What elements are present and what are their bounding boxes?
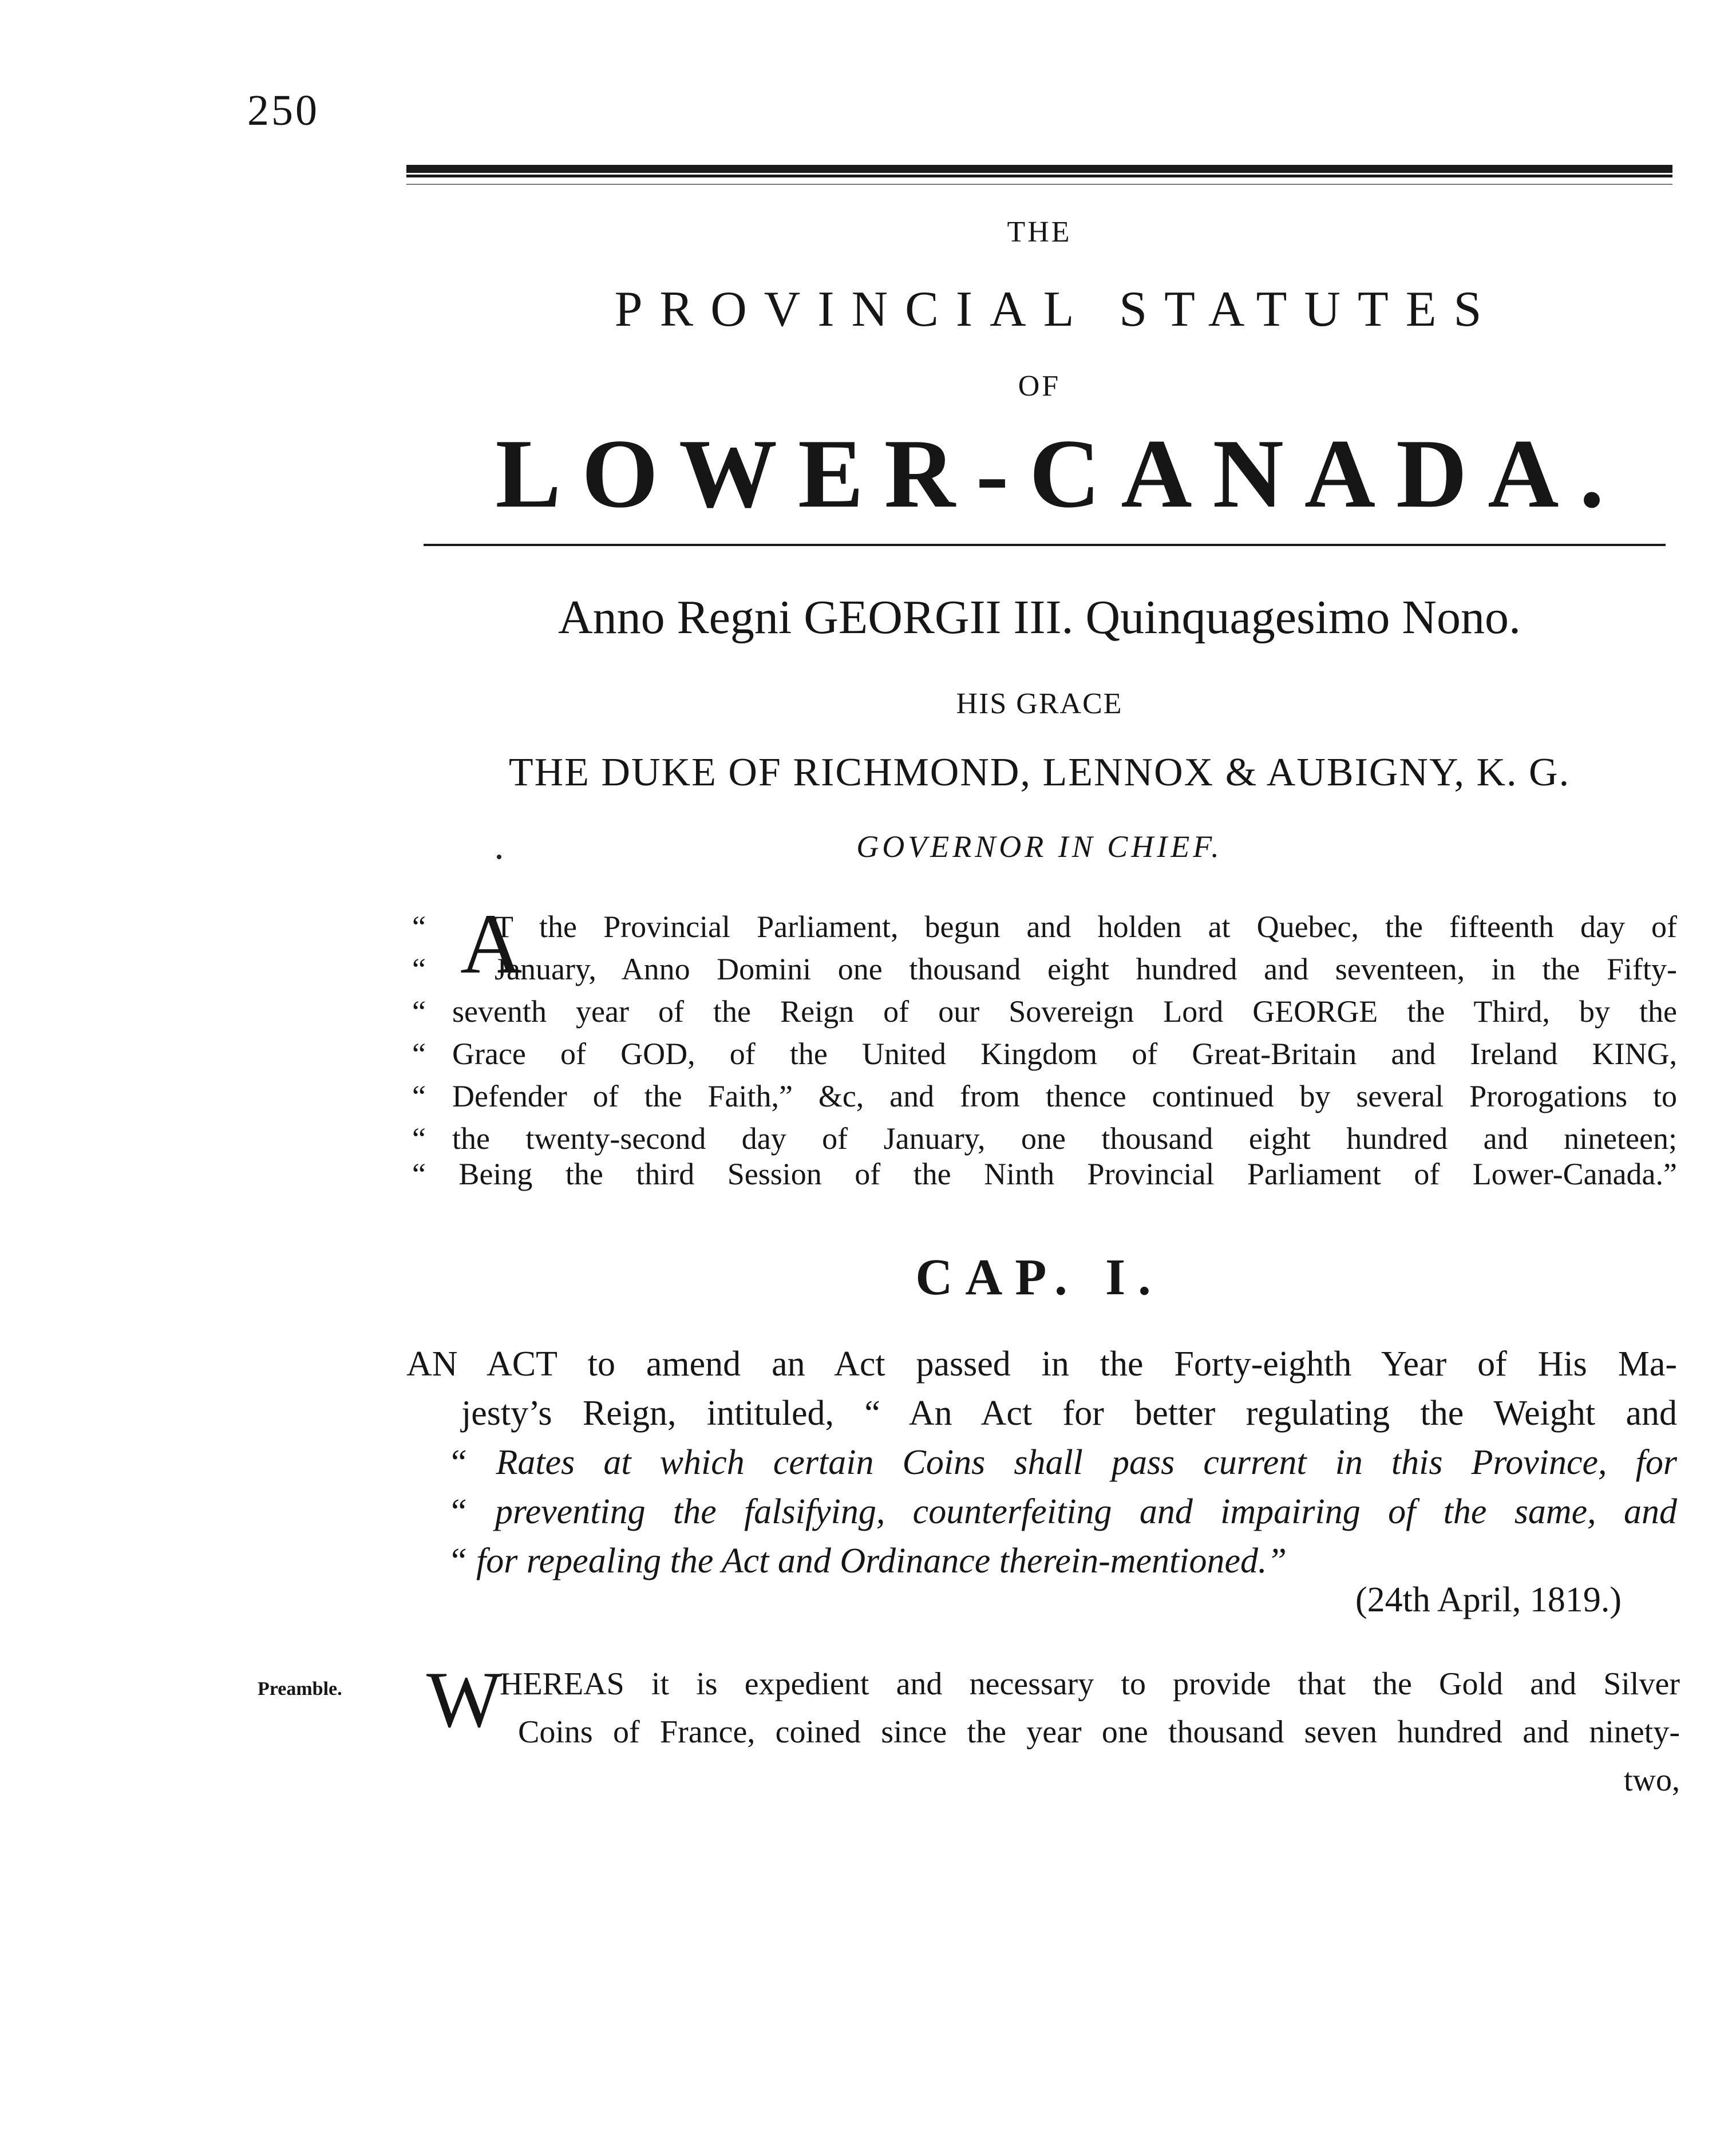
line-text: January, Anno Domini one thousand eight hundred and seventeen, in the Fifty- (495, 952, 1677, 986)
act-date: (24th April, 1819.) (1355, 1580, 1622, 1619)
line-text: T the Provincial Parliament, begun and holden at Quebec, the fifteenth day of (495, 910, 1677, 944)
paragraph-line (412, 948, 1677, 990)
header-rule-thick (406, 165, 1672, 177)
act-title-line: AN ACT to amend an Act passed in the Forty-eighth Year of His Ma- (406, 1345, 1677, 1384)
his-grace: HIS GRACE (956, 687, 1123, 720)
line-text: seventh year of the Reign of our Sovereign Lord GEORGE the Third, by the (452, 994, 1677, 1029)
title-provincial-statutes: PROVINCIAL STATUTES (614, 282, 1499, 337)
line-text: the twenty-second day of January, one thousand eight hundred and nineteen; (452, 1121, 1677, 1156)
drop-cap-a: A (460, 896, 523, 991)
margin-note-preamble: Preamble. (258, 1678, 342, 1700)
paragraph-line (412, 1033, 1677, 1075)
paragraph-line (412, 990, 1677, 1033)
whereas-line: two, (1624, 1762, 1680, 1798)
parliament-paragraph (412, 896, 1677, 1160)
paragraph-line (412, 1075, 1677, 1117)
paragraph-line (412, 1117, 1677, 1160)
whereas-line: HEREAS it is expedient and necessary to provide that the Gold and Silver (500, 1666, 1680, 1702)
quote-mark: “ (412, 1037, 426, 1071)
quote-mark: “ (412, 994, 426, 1029)
chapter-heading: CAP. I. (915, 1249, 1164, 1306)
line-text: Defender of the Faith,” &c, and from thence continued by several Prorogations to (452, 1079, 1677, 1113)
act-title-line: “ preventing the falsifying, counterfeiting and impairing of the same, and (448, 1492, 1677, 1531)
act-title-line: jesty’s Reign, intituled, “ An Act for better regulating the Weight and (461, 1394, 1677, 1433)
act-title (406, 1339, 1677, 1586)
session-line: “ Being the third Session of the Ninth Provincial Parliament of Lower-Canada.” (412, 1157, 1677, 1191)
quote-mark: “ (412, 1079, 426, 1113)
title-of: OF (1018, 370, 1061, 402)
header-rule-thin (406, 184, 1672, 185)
whereas-line: Coins of France, coined since the year one thousand seven hundred and ninety- (518, 1714, 1680, 1750)
stray-dot (497, 855, 501, 859)
title-province: LOWER-CANADA. (495, 420, 1625, 528)
act-title-line: “ for repealing the Act and Ordinance therein-mentioned.” (448, 1542, 1287, 1580)
act-title-line: “ Rates at which certain Coins shall pass current in this Province, for (448, 1443, 1677, 1482)
page-number: 250 (247, 86, 319, 135)
paragraph-line (412, 906, 1677, 948)
line-text: Grace of GOD, of the United Kingdom of Great-Britain and Ireland KING, (452, 1037, 1677, 1071)
title-divider-rule (424, 544, 1666, 546)
governor-title: GOVERNOR IN CHIEF. (856, 829, 1223, 864)
drop-cap-w: W (426, 1655, 503, 1744)
governor-name: THE DUKE OF RICHMOND, LENNOX & AUBIGNY, K. G. (508, 750, 1571, 795)
quote-mark: “ (412, 952, 426, 986)
whereas-paragraph (426, 1655, 1680, 1804)
regnal-year: Anno Regni GEORGII III. Quinquagesimo Nono. (557, 591, 1521, 644)
title-the: THE (1007, 216, 1072, 248)
quote-mark: “ (412, 910, 426, 944)
quote-mark: “ (412, 1121, 426, 1156)
